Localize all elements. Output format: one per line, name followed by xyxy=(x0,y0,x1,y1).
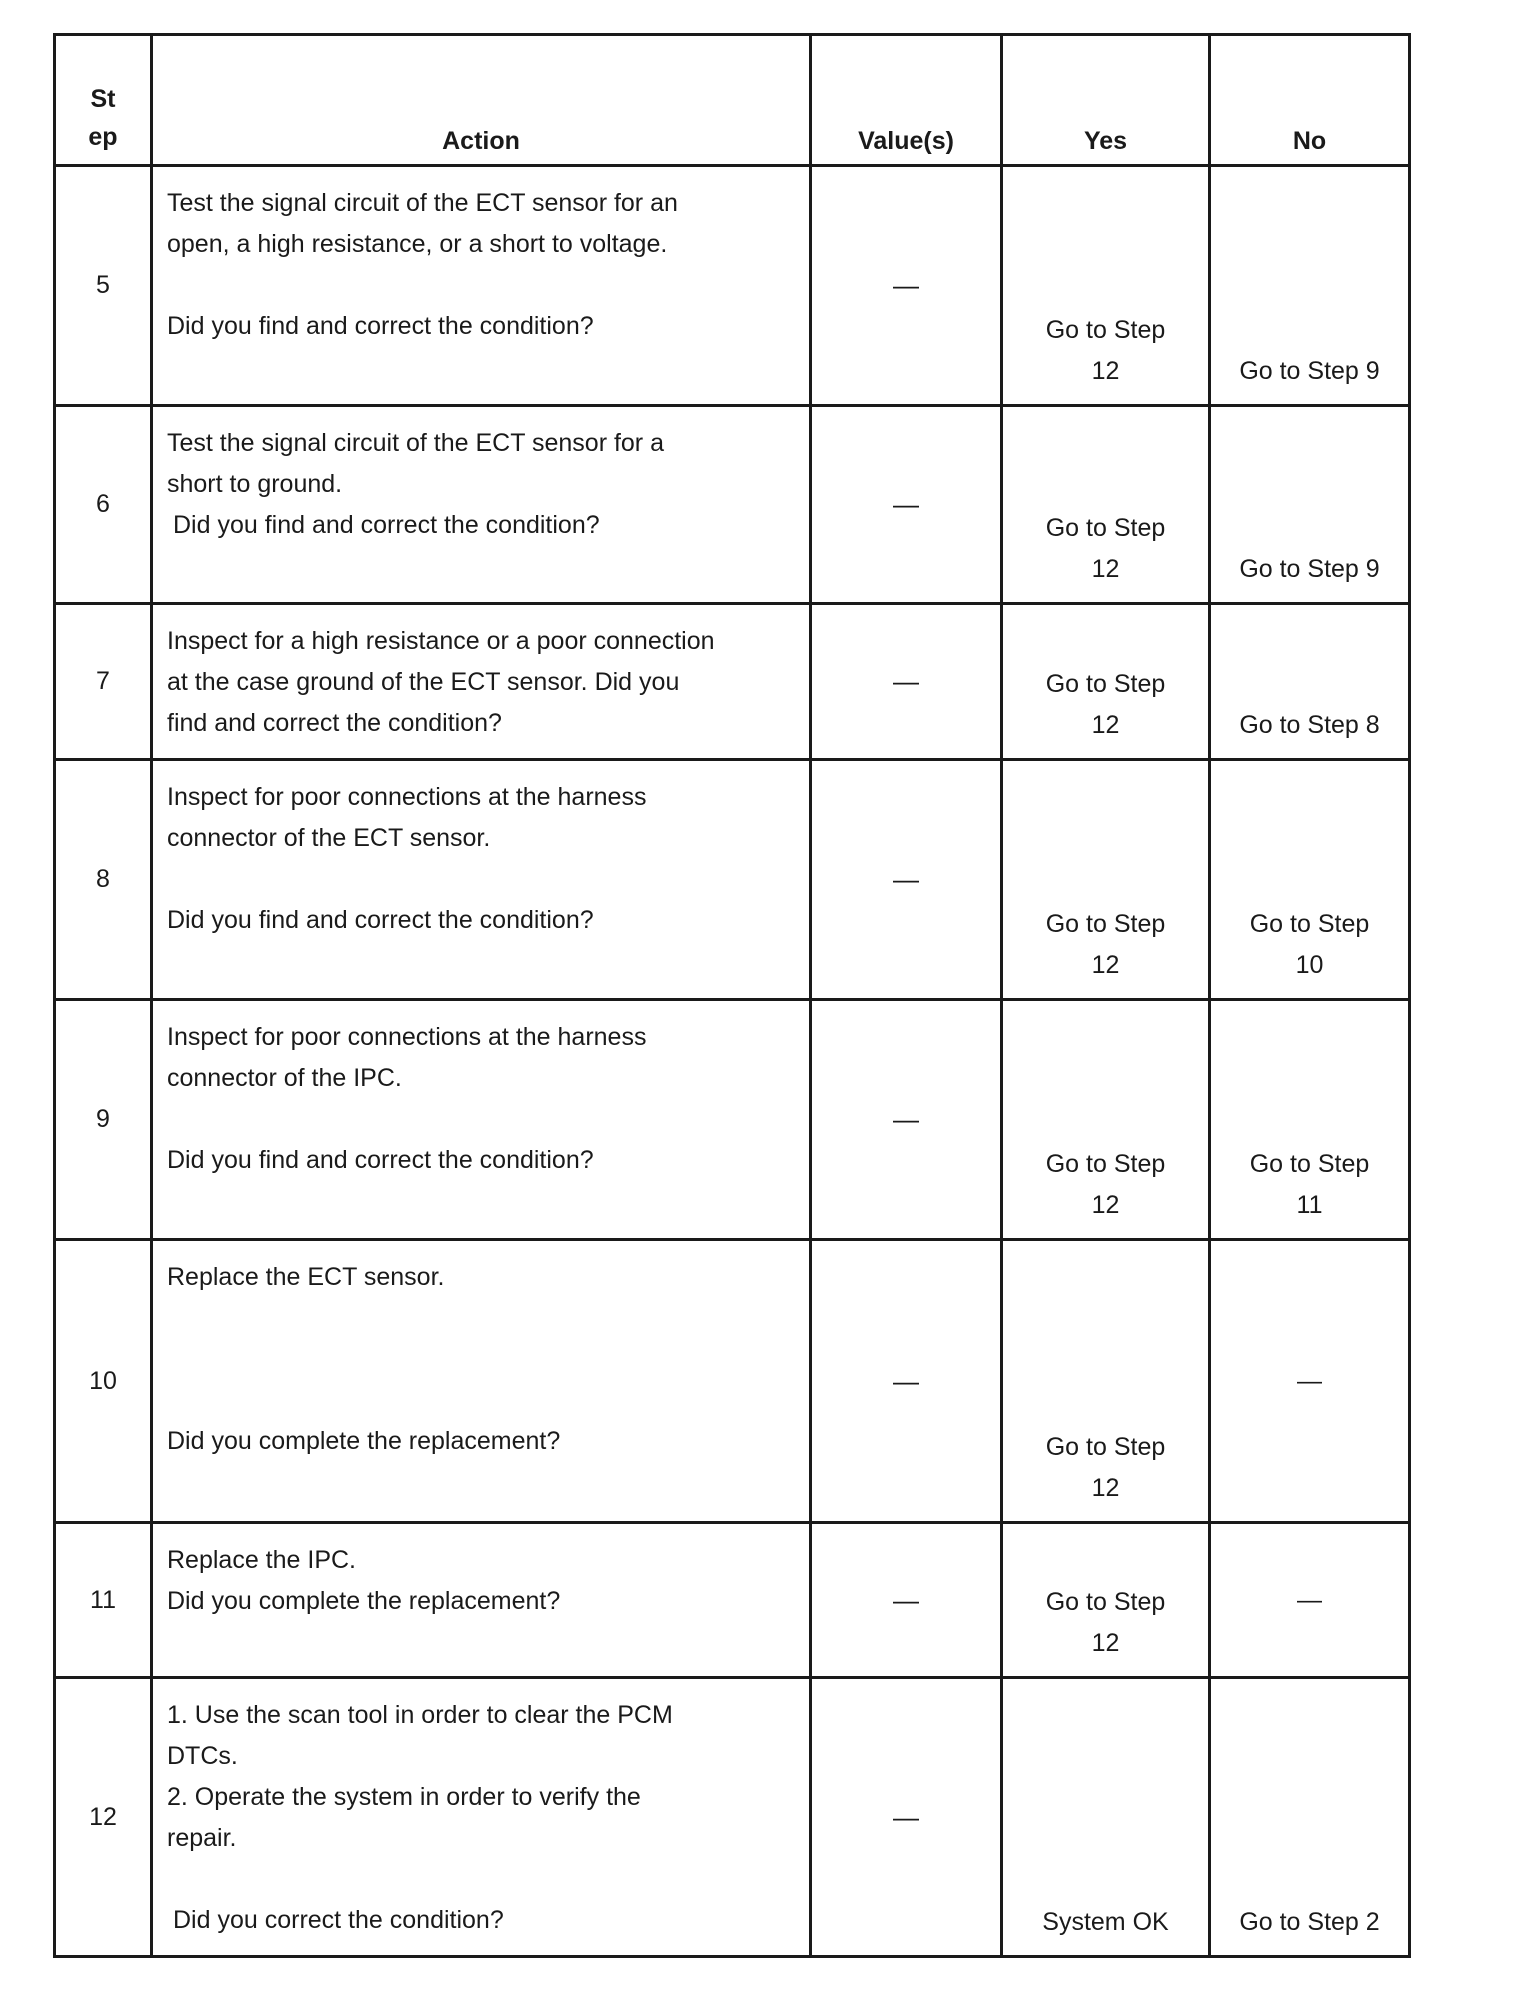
step-number: 8 xyxy=(55,760,152,1000)
value-cell: — xyxy=(811,1523,1002,1678)
step-number: 11 xyxy=(55,1523,152,1678)
table-row xyxy=(55,760,1410,1000)
no-cell: — xyxy=(1210,1240,1410,1523)
table-row xyxy=(55,406,1410,604)
value-cell: — xyxy=(811,1000,1002,1240)
step-number: 6 xyxy=(55,406,152,604)
table-row xyxy=(55,1000,1410,1240)
no-cell: Go to Step 11 xyxy=(1210,1000,1410,1240)
yes-cell: Go to Step 12 xyxy=(1002,1240,1210,1523)
value-cell: — xyxy=(811,166,1002,406)
header-no: No xyxy=(1210,35,1410,166)
table-row xyxy=(55,1678,1410,1957)
no-cell: Go to Step 9 xyxy=(1210,166,1410,406)
yes-cell: Go to Step 12 xyxy=(1002,760,1210,1000)
yes-cell: Go to Step 12 xyxy=(1002,604,1210,760)
no-cell: Go to Step 8 xyxy=(1210,604,1410,760)
yes-cell: System OK xyxy=(1002,1678,1210,1957)
yes-cell: Go to Step 12 xyxy=(1002,1523,1210,1678)
header-yes: Yes xyxy=(1002,35,1210,166)
action-cell: Inspect for poor connections at the harness connector of the ECT sensor. Did you find and correct the condition? xyxy=(152,760,811,1000)
no-cell: Go to Step 10 xyxy=(1210,760,1410,1000)
value-cell: — xyxy=(811,760,1002,1000)
yes-cell: Go to Step 12 xyxy=(1002,406,1210,604)
step-number: 9 xyxy=(55,1000,152,1240)
header-values: Value(s) xyxy=(811,35,1002,166)
yes-cell: Go to Step 12 xyxy=(1002,1000,1210,1240)
action-cell: Test the signal circuit of the ECT sensor for a short to ground. Did you find and correct the condition? xyxy=(152,406,811,604)
action-cell: 1. Use the scan tool in order to clear the PCM DTCs. 2. Operate the system in order to verify the repair. Did you correct the condition? xyxy=(152,1678,811,1957)
value-cell: — xyxy=(811,604,1002,760)
value-cell: — xyxy=(811,406,1002,604)
table-row xyxy=(55,604,1410,760)
yes-cell: Go to Step 12 xyxy=(1002,166,1210,406)
step-number: 5 xyxy=(55,166,152,406)
header-action: Action xyxy=(152,35,811,166)
table-row xyxy=(55,1240,1410,1523)
action-cell: Test the signal circuit of the ECT sensor for an open, a high resistance, or a short to voltage. Did you find and correct the condition? xyxy=(152,166,811,406)
header-step: St ep xyxy=(55,35,152,166)
value-cell: — xyxy=(811,1678,1002,1957)
step-number: 10 xyxy=(55,1240,152,1523)
action-cell: Inspect for poor connections at the harness connector of the IPC. Did you find and correct the condition? xyxy=(152,1000,811,1240)
value-cell: — xyxy=(811,1240,1002,1523)
step-number: 12 xyxy=(55,1678,152,1957)
no-cell: Go to Step 9 xyxy=(1210,406,1410,604)
action-cell: Inspect for a high resistance or a poor connection at the case ground of the ECT sensor. Did you find and correct the condition? xyxy=(152,604,811,760)
action-cell: Replace the IPC. Did you complete the replacement? xyxy=(152,1523,811,1678)
no-cell: Go to Step 2 xyxy=(1210,1678,1410,1957)
step-number: 7 xyxy=(55,604,152,760)
table-row xyxy=(55,166,1410,406)
table-header-row xyxy=(55,35,1410,166)
no-cell: — xyxy=(1210,1523,1410,1678)
table-row xyxy=(55,1523,1410,1678)
action-cell: Replace the ECT sensor. Did you complete the replacement? xyxy=(152,1240,811,1523)
diagnostic-steps-table xyxy=(53,33,1411,1958)
